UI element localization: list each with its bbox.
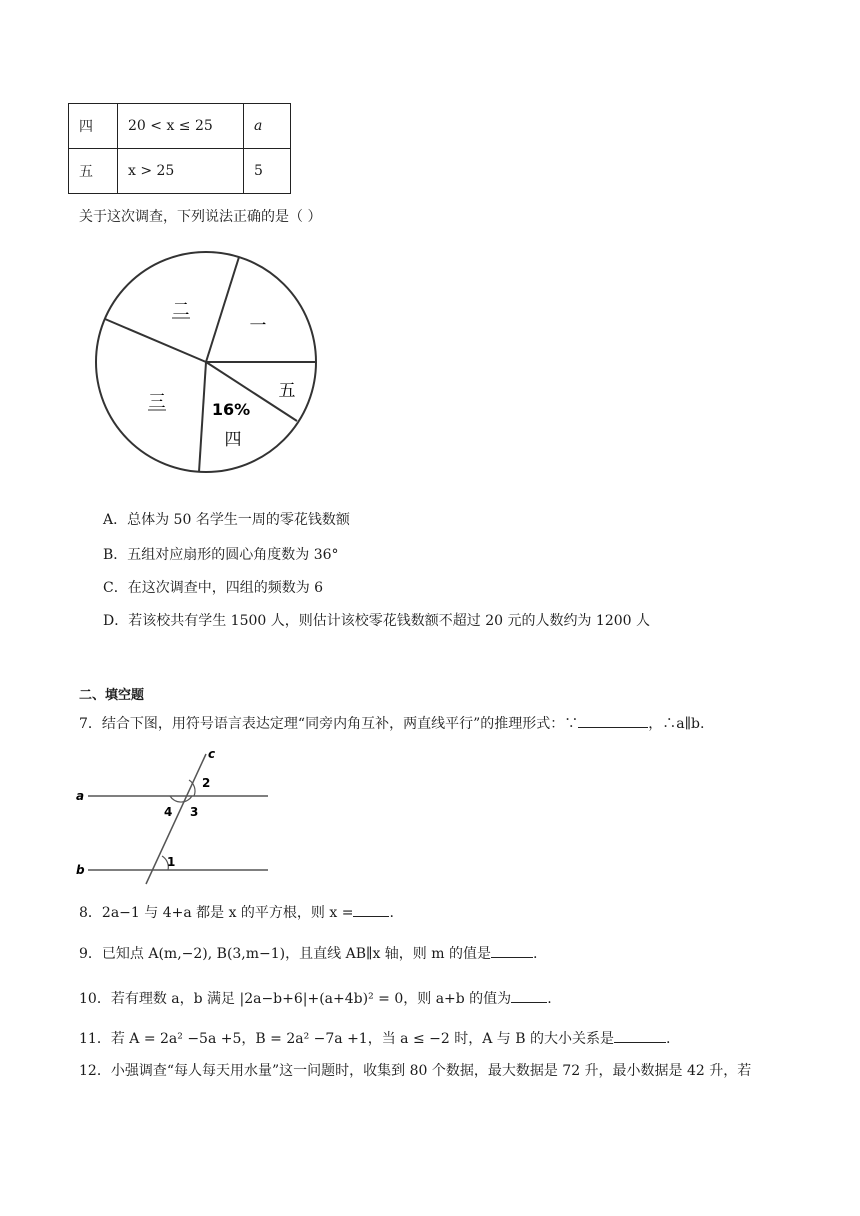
angle-label-2: 2: [202, 776, 211, 790]
question-8-text: 8．2a−1 与 4+a 都是 x 的平方根，则 x =: [79, 905, 354, 921]
option-a: A．总体为 50 名学生一周的零花钱数额: [103, 512, 350, 528]
pie-chart-figure: [90, 246, 324, 480]
answer-blank[interactable]: [614, 1028, 666, 1043]
pie-label-one: 一: [249, 316, 267, 336]
pie-label-five: 五: [278, 381, 296, 401]
question-8: [79, 902, 394, 922]
question-10-text: 10．若有理数 a，b 满足 |2a−b+6|+(a+4b)² = 0，则 a+b 的值为: [79, 991, 512, 1007]
table-cell-group: 四: [69, 104, 118, 149]
question-9-text: 9．已知点 A(m,−2), B(3,m−1)，且直线 AB∥x 轴，则 m 的值是: [79, 946, 491, 962]
table-cell-group: 五: [69, 149, 118, 194]
label-c: c: [208, 747, 216, 761]
option-b: B．五组对应扇形的圆心角度数为 36°: [103, 547, 339, 563]
frequency-table: [68, 103, 291, 194]
table-cell-range: x > 25: [118, 149, 244, 194]
pie-label-four: 四: [224, 430, 242, 450]
question-10: [79, 988, 552, 1008]
angle-label-4: 4: [164, 805, 173, 819]
pie-divider: [199, 362, 206, 472]
question-9: [79, 943, 537, 963]
label-b: b: [76, 863, 85, 877]
answer-blank[interactable]: [491, 943, 533, 958]
pie-divider: [105, 319, 206, 362]
question-11-text: 11．若 A = 2a² −5a +5，B = 2a² −7a +1，当 a ≤ −2 时，A 与 B 的大小关系是: [79, 1031, 614, 1047]
pie-label-three: 三: [148, 392, 166, 412]
question-11: [79, 1028, 670, 1048]
table-cell-count: 5: [244, 149, 291, 194]
angle-label-1: 1: [167, 855, 176, 869]
option-c: C．在这次调查中，四组的频数为 6: [103, 580, 324, 596]
answer-blank[interactable]: [578, 713, 648, 728]
question-8-end: .: [389, 905, 394, 921]
question-12: 12．小强调查“每人每天用水量”这一问题时，收集到 80 个数据，最大数据是 72 升，最小数据是 42 升，若: [79, 1063, 752, 1079]
parallel-lines-figure: [72, 744, 272, 886]
angle-arc-3-4: [170, 796, 192, 802]
question-7-suffix: ，∴a∥b.: [648, 716, 705, 732]
question-10-end: .: [547, 991, 552, 1007]
question-9-end: .: [532, 946, 538, 962]
angle-label-3: 3: [190, 805, 199, 819]
pie-percent-four: 16%: [211, 400, 251, 419]
section-title: 二、填空题: [79, 688, 145, 703]
label-a: a: [76, 789, 85, 803]
table-row: [69, 104, 291, 149]
table-cell-count: a: [244, 104, 291, 149]
question-6-stem: 关于这次调查，下列说法正确的是（ ）: [79, 209, 322, 225]
pie-divider: [206, 257, 239, 362]
table-cell-range: 20 < x ≤ 25: [118, 104, 244, 149]
pie-label-two: 二: [172, 300, 190, 320]
question-11-end: .: [665, 1031, 671, 1047]
answer-blank[interactable]: [511, 988, 547, 1003]
table-row: [69, 149, 291, 194]
line-c: [146, 754, 206, 884]
answer-blank[interactable]: [353, 902, 389, 917]
option-d: D．若该校共有学生 1500 人，则估计该校零花钱数额不超过 20 元的人数约为 1200 人: [103, 613, 650, 629]
question-7: [79, 713, 704, 733]
question-7-prefix: 7．结合下图，用符号语言表达定理“同旁内角互补，两直线平行”的推理形式：∵: [79, 716, 579, 732]
